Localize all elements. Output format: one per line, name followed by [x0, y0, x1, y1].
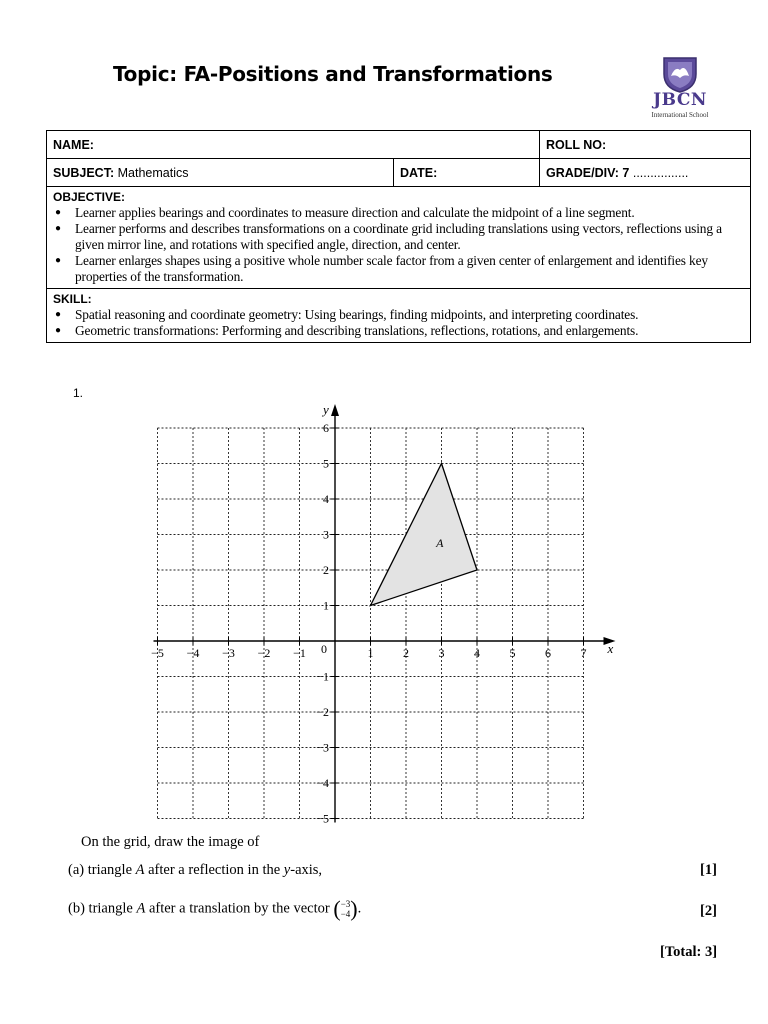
part-b-text-2: after a translation by the vector [145, 900, 334, 917]
part-a-label: (a) [68, 862, 85, 878]
part-a-text-1: triangle [87, 862, 136, 878]
roll-cell[interactable] [540, 131, 751, 159]
skill-item: ● Spatial reasoning and coordinate geometry: Using bearings, finding midpoints, and interpreting coordinates. [75, 307, 744, 323]
page-title: Topic: FA-Positions and Transformations [113, 62, 553, 86]
y-tick-label: 4 [323, 492, 329, 506]
question-intro: On the grid, draw the image of [81, 834, 260, 850]
x-tick-label: −3 [222, 646, 235, 660]
grade-cell[interactable] [540, 159, 751, 187]
x-tick-label: 7 [580, 646, 587, 660]
origin-label: 0 [321, 642, 327, 656]
x-tick-label: 2 [403, 646, 409, 660]
crest-icon [640, 54, 720, 94]
skill-list [53, 307, 744, 339]
objective-title: OBJECTIVE: [53, 190, 126, 204]
y-tick-label: −2 [316, 705, 329, 719]
subject-value: Mathematics [117, 165, 189, 180]
y-tick-label: −1 [316, 669, 329, 684]
roll-label: ROLL NO: [546, 137, 607, 152]
x-tick-label: −4 [186, 646, 200, 660]
logo-subtext: International School [651, 111, 709, 119]
subject-cell [47, 159, 394, 187]
y-tick-label: −5 [316, 811, 329, 826]
objective-item: ● Learner performs and describes transformations on a coordinate grid including translations using vectors, reflections using a given mirror line, and rotations with specified angle, direction, and center. [75, 221, 744, 253]
vector-bottom: −4 [340, 909, 351, 919]
date-cell[interactable] [394, 159, 540, 187]
school-logo [640, 54, 720, 124]
x-tick-label: 4 [474, 646, 480, 660]
vector-top: −3 [340, 899, 351, 909]
x-tick-label: −1 [293, 646, 306, 660]
vector [341, 899, 351, 919]
triangle-label: A [436, 535, 444, 550]
objective-list [53, 205, 744, 285]
part-a-text-2: after a reflection in the [144, 862, 284, 878]
logo-text: JBCN [653, 90, 707, 110]
skill-item: ● Geometric transformations: Performing and describing translations, reflections, rotations, and enlargements. [75, 323, 744, 339]
y-tick-label: 6 [323, 421, 329, 435]
date-label: DATE: [400, 165, 438, 180]
part-a-marks: [1] [700, 862, 717, 878]
total-marks: [Total: 3] [660, 944, 718, 960]
objective-box [47, 187, 751, 289]
part-b: (b) triangle A after a translation by the vector (−3 −4). [68, 896, 362, 921]
x-tick-label: 1 [367, 646, 374, 660]
part-b-marks: [2] [700, 903, 717, 919]
student-info-table [46, 130, 751, 343]
y-tick-label: −4 [316, 776, 329, 790]
axis-var: y [283, 862, 291, 878]
skill-title: SKILL: [53, 292, 92, 306]
y-tick-label: 3 [323, 527, 329, 542]
part-a [68, 862, 322, 879]
x-tick-label: 3 [438, 646, 445, 660]
y-tick-label: 1 [323, 598, 329, 613]
x-tick-label: 5 [509, 646, 516, 660]
part-a-text-3: -axis, [290, 862, 323, 878]
y-axis-arrow [331, 404, 339, 416]
y-tick-label: 2 [323, 563, 329, 577]
x-tick-label: −2 [257, 646, 271, 660]
skill-box [47, 289, 751, 343]
subject-label: SUBJECT: [53, 165, 115, 180]
triangle-name: A [135, 862, 145, 878]
triangle-name: A [136, 900, 146, 917]
y-tick-label: −3 [316, 740, 329, 755]
name-cell[interactable] [47, 131, 540, 159]
y-axis-label: y [323, 402, 329, 417]
coordinate-grid[interactable] [140, 402, 620, 826]
x-tick-label: −5 [151, 646, 164, 660]
objective-item: ● Learner applies bearings and coordinates to measure direction and calculate the midpoint of a line segment. [75, 205, 744, 221]
objective-item: ● Learner enlarges shapes using a positive whole number scale factor from a given center of enlargement and identifies key properties of the transformation. [75, 253, 744, 285]
name-label: NAME: [53, 137, 94, 152]
y-tick-label: 5 [323, 456, 329, 471]
axes [154, 402, 616, 823]
question-number: 1. [73, 386, 84, 400]
part-b-label: (b) [68, 900, 85, 917]
grid-lines [158, 428, 584, 819]
x-tick-label: 6 [545, 646, 551, 660]
part-b-text-1: triangle [88, 900, 137, 917]
x-axis-label: x [607, 641, 614, 656]
grade-blank: ................ [632, 165, 689, 180]
tick-labels [151, 421, 586, 826]
grade-label: GRADE/DIV: 7 [546, 165, 630, 180]
